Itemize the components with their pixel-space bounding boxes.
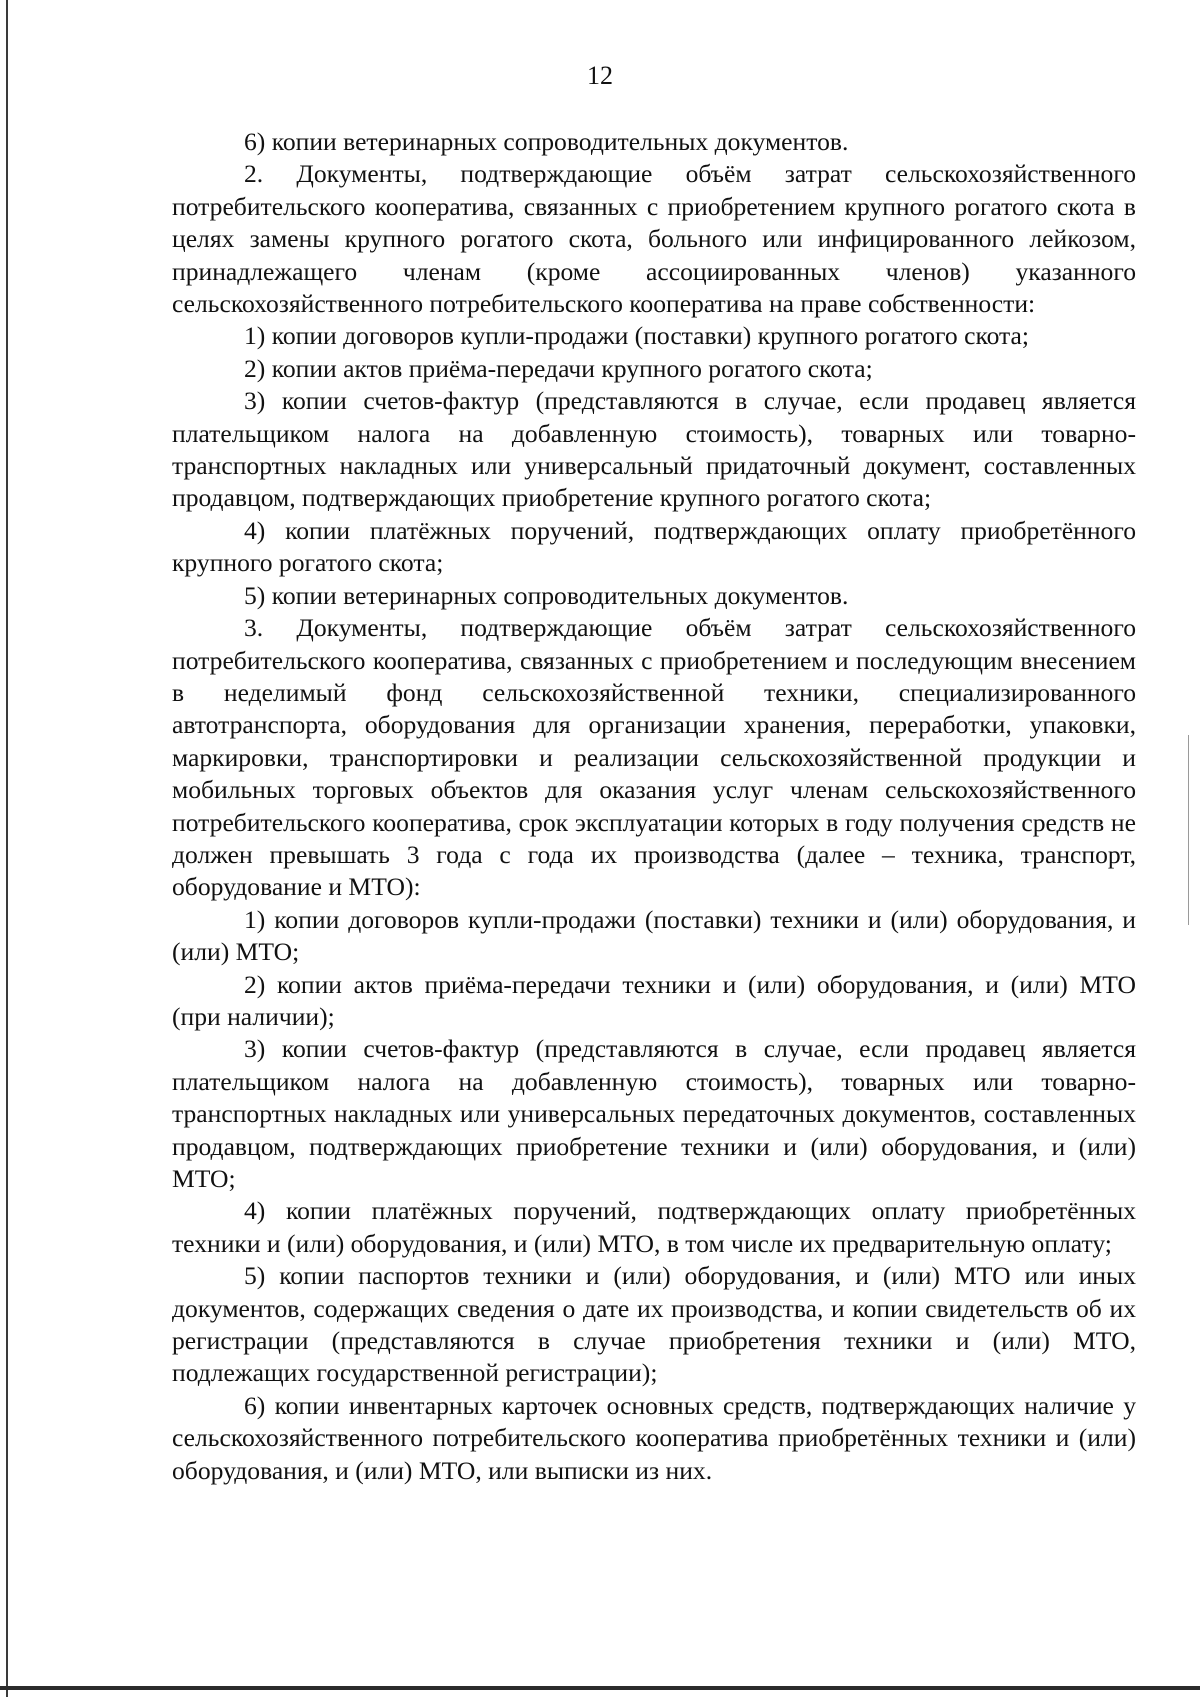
paragraph-item-3-invoices: 3) копии счетов-фактур (представляются в случае, если продавец является плательщиком налога на добавленную стоимость), товарных или товарно-транспортных накладных или универсальный придаточный документ, составленных продавцом, подтверждающих приобретение крупного рогатого скота; [172, 386, 1136, 513]
paragraph-item-4-payments: 4) копии платёжных поручений, подтверждающих оплату приобретённого крупного рогатого скота; [172, 515, 1136, 578]
scan-edge-bottom [0, 1686, 1200, 1690]
paragraph-item-5-equipment-passports: 5) копии паспортов техники и (или) оборудования, и (или) МТО или иных документов, содержащих сведения о дате их производства, и копии свидетельств об их регистрации (представляются в случае приобретения техники и (или) МТО, подлежащих государственной регистрации); [172, 1261, 1136, 1388]
document-body [172, 126, 1136, 1487]
page-number: 12 [587, 61, 613, 90]
scan-mark-right [1188, 735, 1189, 925]
paragraph-item-6-inventory-cards: 6) копии инвентарных карточек основных средств, подтверждающих наличие у сельскохозяйственного потребительского кооператива приобретённых техники и (или) оборудования, и (или) МТО, или выписки из них. [172, 1390, 1136, 1485]
paragraph-item-2-acts: 2) копии актов приёма-передачи крупного рогатого скота; [244, 353, 873, 383]
paragraph-item-6-vet-docs: 6) копии ветеринарных сопроводительных документов. [244, 127, 849, 156]
paragraph-item-3-equipment-invoices: 3) копии счетов-фактур (представляются в случае, если продавец является плательщиком налога на добавленную стоимость), товарных или товарно-транспортных накладных или универсальных передаточных документов, составленных продавцом, подтверждающих приобретение техники и (или) оборудования, и (или) МТО; [172, 1034, 1136, 1193]
paragraph-item-1-contracts: 1) копии договоров купли-продажи (поставки) крупного рогатого скота; [244, 321, 1030, 351]
paragraph-item-5-vet-docs: 5) копии ветеринарных сопроводительных документов. [244, 580, 849, 610]
paragraph-section-2: 2. Документы, подтверждающие объём затрат сельскохозяйственного потребительского кооператива, связанных с приобретением крупного рогатого скота в целях замены крупного рогатого скота, больного или инфицированного лейкозом, принадлежащего членам (кроме ассоциированных членов) указанного сельскохозяйственного потребительского кооператива на праве собственности: [172, 159, 1136, 319]
paragraph-item-2-equipment-acts: 2) копии актов приёма-передачи техники и (или) оборудования, и (или) МТО (при наличии); [172, 969, 1136, 1031]
paragraph-item-4-equipment-payments: 4) копии платёжных поручений, подтверждающих оплату приобретённых техники и (или) оборудования, и (или) МТО, в том числе их предварительную оплату; [172, 1196, 1136, 1258]
scan-edge-left [6, 0, 8, 1697]
paragraph-section-3: 3. Документы, подтверждающие объём затрат сельскохозяйственного потребительского кооператива, связанных с приобретением и последующим внесением в неделимый фонд сельскохозяйственной техники, специализированного автотранспорта, оборудования для организации хранения, переработки, упаковки, маркировки, транспортировки и реализации сельскохозяйственной продукции и мобильных торговых объектов для оказания услуг членам сельскохозяйственного потребительского кооператива, срок эксплуатации которых в году получения средств не должен превышать 3 года с года их производства (далее – техника, транспорт, оборудование и МТО): [172, 613, 1136, 902]
paragraph-item-1-equipment-contracts: 1) копии договоров купли-продажи (поставки) техники и (или) оборудования, и (или) МТО; [172, 904, 1136, 967]
